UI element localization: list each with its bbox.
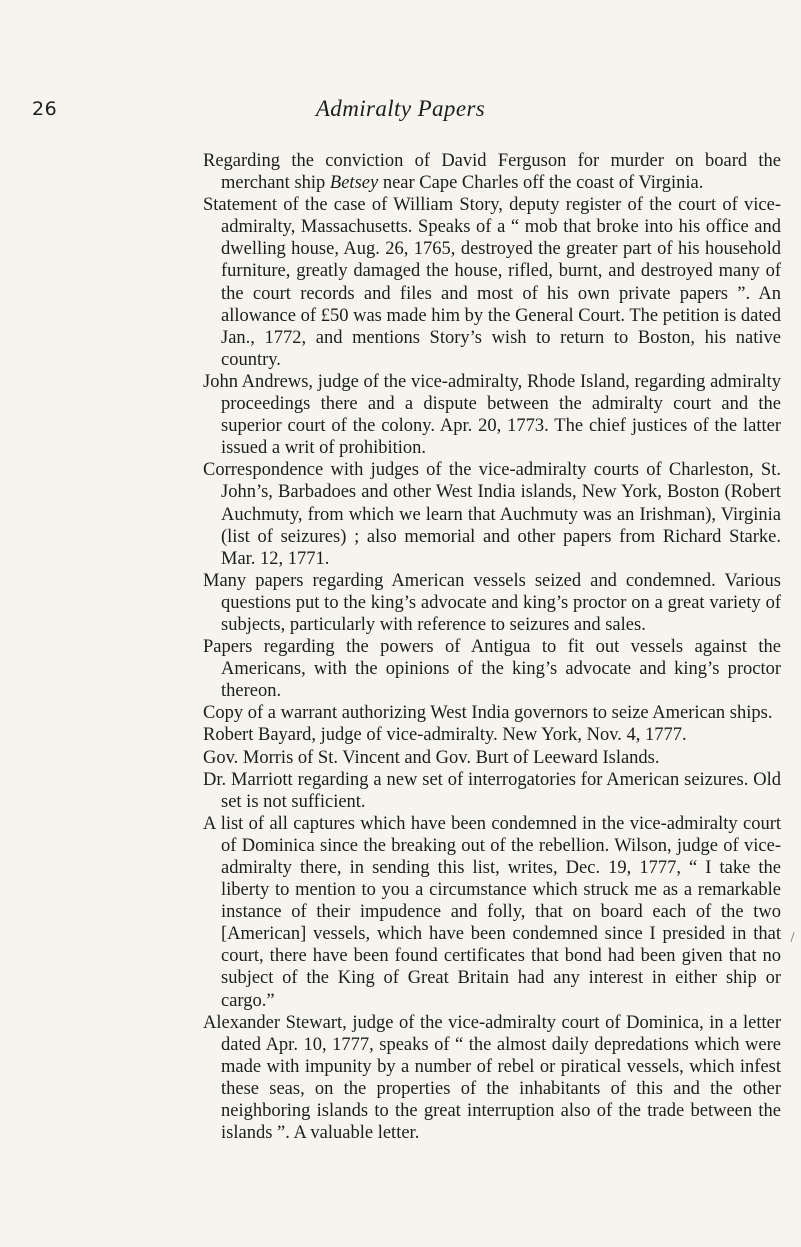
entry-antigua: Papers regarding the powers of Antigua to fit out vessels against the Americans, with the opinions of the king’s advocate and king’s proctor thereon. — [203, 637, 781, 702]
entry-bayard: Robert Bayard, judge of vice-admiralty. New York, Nov. 4, 1777. — [203, 725, 687, 746]
entry-dominica-captures: A list of all captures which have been condemned in the vice-admiralty court of Dominica since the breaking out of the rebellion. Wilson, judge of vice-admiralty there, in sending this list, writes, Dec. 19, 1777, “ I take the liberty to mention to you a circumstance which struck me as a remarkable instance of their impudence and folly, that on board each of the two [American] vessels, which have been condemned since I presided in that court, there have been found certificates that bond had been given that no subject of the King of Great Britain had any interest in either ship or cargo.” — [203, 813, 781, 1011]
entry-american-vessels: Many papers regarding American vessels seized and condemned. Various questions put to the king’s advocate and king’s proctor on a great variety of subjects, particularly with reference to seizures and sales. — [203, 570, 781, 635]
page-number: 26 — [32, 98, 58, 120]
running-head: Admiralty Papers — [315, 96, 486, 121]
entry-morris-burt: Gov. Morris of St. Vincent and Gov. Burt of Leeward Islands. — [203, 747, 660, 768]
entry-correspondence: Correspondence with judges of the vice-admiralty courts of Charleston, St. John’s, Barbadoes and other West India islands, New York, Boston (Robert Auchmuty, from which we learn that Auchmuty was an Irishman), Virginia (list of seizures) ; also memorial and other papers from Richard Starke. Mar. 12, 1771. — [203, 460, 781, 569]
entry-text: near Cape Charles off the coast of Virginia. — [378, 173, 704, 194]
entry-text: Regarding the conviction of David Ferguson for murder on board the merchant ship — [203, 151, 781, 194]
entry-warrant: Copy of a warrant authorizing West India governors to seize American ships. — [203, 703, 773, 724]
entry-andrews: John Andrews, judge of the vice-admiralty, Rhode Island, regarding admiralty proceedings there and a dispute between the admiralty court and the superior court of the colony. Apr. 20, 1773. The chief justices of the latter issued a writ of prohibition. — [203, 371, 781, 459]
entry-story: Statement of the case of William Story, deputy register of the court of vice-admiralty, Massachusetts. Speaks of a “ mob that broke into his office and dwelling house, Aug. 26, 1765, destroyed the greater part of his household furniture, greatly damaged the house, rifled, burnt, and destroyed many of the court records and files and most of his own private papers ”. An allowance of £50 was made him by the General Court. The petition is dated Jan., 1772, and mentions Story’s wish to return to Boston, his native country. — [203, 195, 781, 370]
ship-name: Betsey — [329, 173, 379, 194]
entry-stewart: Alexander Stewart, judge of the vice-admiralty court of Dominica, in a letter dated Apr. 10, 1777, speaks of “ the almost daily depredations which were made with impunity by a number of rebel or piratical vessels, which infest these seas, on the properties of the inhabitants of this and the other neighboring islands to the great interruption also of the trade between the islands ”. A valuable letter. — [203, 1012, 781, 1144]
entry-ferguson — [203, 150, 781, 194]
margin-mark — [790, 932, 794, 942]
entry-list — [203, 150, 781, 1144]
entry-marriott: Dr. Marriott regarding a new set of interrogatories for American seizures. Old set is not sufficient. — [203, 769, 781, 812]
